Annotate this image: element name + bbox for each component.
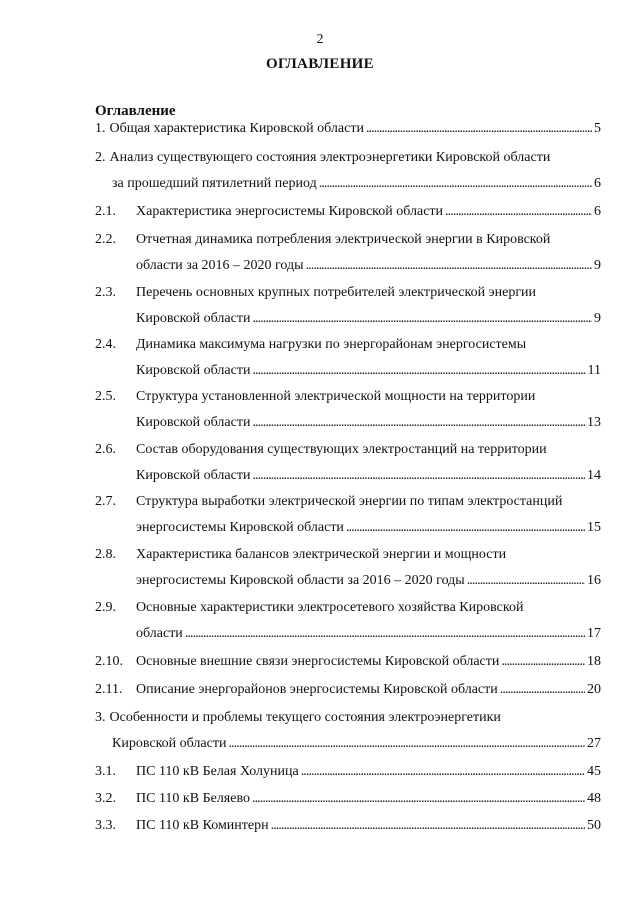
toc-entry-text: Особенности и проблемы текущего состояния электроэнергетики bbox=[109, 710, 501, 725]
toc-page-number: 17 bbox=[587, 626, 601, 641]
toc-entry-text: Описание энергорайонов энергосистемы Кировской области bbox=[136, 682, 498, 697]
dot-leader bbox=[467, 573, 585, 589]
dot-leader bbox=[500, 682, 585, 698]
toc-entry-2-6-cont[interactable] bbox=[136, 468, 601, 484]
toc-entry-text: Кировской области bbox=[112, 736, 227, 751]
dot-leader bbox=[252, 415, 585, 431]
toc-entry-2-7[interactable]: 2.7. Структура выработки электрической энергии по типам электростанций bbox=[95, 494, 563, 509]
toc-entry-2-8-cont[interactable] bbox=[136, 573, 601, 589]
toc-entry-2-11[interactable]: 2.11. Описание энергорайонов энергосистемы Кировской области . . . 20 bbox=[95, 682, 601, 698]
dot-leader bbox=[319, 176, 592, 192]
dot-leader bbox=[445, 204, 592, 220]
toc-entry-text: ПС 110 кВ Белая Холуница bbox=[136, 764, 299, 779]
toc-entry-text: энергосистемы Кировской области за 2016 – 2020 годы bbox=[136, 573, 465, 588]
toc-entry-3-3[interactable]: 3.3. ПС 110 кВ Коминтерн . . . 50 bbox=[95, 818, 601, 834]
toc-entry-2-3[interactable]: 2.3. Перечень основных крупных потребителей электрической энергии bbox=[95, 285, 537, 300]
toc-entry-text: Анализ существующего состояния электроэнергетики Кировской области bbox=[109, 150, 551, 165]
toc-entry-2-5-cont[interactable] bbox=[136, 415, 601, 431]
toc-entry-3-2[interactable]: 3.2. ПС 110 кВ Беляево . . . 48 bbox=[95, 791, 601, 807]
toc-page-number: 20 bbox=[587, 682, 601, 697]
dot-leader bbox=[301, 764, 585, 780]
toc-entry-text: Отчетная динамика потребления электрической энергии в Кировской bbox=[136, 232, 551, 247]
toc-page-number: 14 bbox=[587, 468, 601, 483]
toc-entry-2-4-cont[interactable] bbox=[136, 363, 601, 379]
toc-entry-2-9[interactable]: 2.9. Основные характеристики электросетевого хозяйства Кировской bbox=[95, 600, 524, 615]
toc-page-number: 6 bbox=[594, 176, 601, 191]
toc-entry-text: Структура выработки электрической энергии по типам электростанций bbox=[136, 494, 563, 509]
toc-entry-text: Перечень основных крупных потребителей электрической энергии bbox=[136, 285, 537, 300]
toc-page-number: 11 bbox=[587, 363, 601, 378]
toc-entry-2-4[interactable]: 2.4. Динамика максимума нагрузки по энергорайонам энергосистемы bbox=[95, 337, 527, 352]
dot-leader bbox=[228, 736, 585, 752]
toc-entry-text: Характеристика энергосистемы Кировской области bbox=[136, 204, 444, 219]
toc-entry-2-8[interactable]: 2.8. Характеристика балансов электрической энергии и мощности bbox=[95, 547, 507, 562]
toc-entry-text: области bbox=[136, 626, 183, 641]
dot-leader bbox=[252, 311, 592, 327]
toc-entry-text: Динамика максимума нагрузки по энергорайонам энергосистемы bbox=[136, 337, 527, 352]
toc-page-number: 13 bbox=[587, 415, 601, 430]
toc-page-number: 5 bbox=[594, 121, 601, 136]
toc-entry-3-1[interactable]: 3.1. ПС 110 кВ Белая Холуница . . . 45 bbox=[95, 764, 601, 780]
toc-entry-2-3-cont[interactable] bbox=[136, 311, 601, 327]
toc-entry-text: Кировской области bbox=[136, 363, 251, 378]
toc-entry-2-10[interactable]: 2.10. Основные внешние связи энергосистемы Кировской области . . . 18 bbox=[95, 654, 601, 670]
toc-entry-text: Общая характеристика Кировской области bbox=[109, 121, 364, 136]
toc-entry-text: Состав оборудования существующих электростанций на территории bbox=[136, 442, 547, 457]
dot-leader bbox=[366, 121, 592, 137]
toc-entry-text: Характеристика балансов электрической энергии и мощности bbox=[136, 547, 507, 562]
toc-page-number: 9 bbox=[594, 311, 601, 326]
toc-heading: Оглавление bbox=[95, 103, 176, 119]
toc-entry-text: Кировской области bbox=[136, 415, 251, 430]
dot-leader bbox=[501, 654, 585, 670]
page-title: ОГЛАВЛЕНИЕ bbox=[266, 56, 374, 72]
dot-leader bbox=[271, 818, 585, 834]
dot-leader bbox=[346, 520, 585, 536]
toc-page-number: 45 bbox=[587, 764, 601, 779]
toc-entry-1[interactable]: 1. Общая характеристика Кировской области . . . 5 bbox=[95, 121, 601, 137]
toc-entry-text: Кировской области bbox=[136, 468, 251, 483]
toc-entry-2-1[interactable]: 2.1. Характеристика энергосистемы Кировской области . . . 6 bbox=[95, 204, 601, 220]
toc-entry-2-cont[interactable] bbox=[112, 176, 601, 192]
toc-entry-3-cont[interactable] bbox=[112, 736, 601, 752]
toc-entry-3[interactable]: 3. Особенности и проблемы текущего состояния электроэнергетики bbox=[95, 710, 501, 725]
toc-page-number: 50 bbox=[587, 818, 601, 833]
toc-entry-text: Основные внешние связи энергосистемы Кировской области bbox=[136, 654, 500, 669]
toc-entry-text: за прошедший пятилетний период bbox=[112, 176, 317, 191]
toc-entry-2-9-cont[interactable] bbox=[136, 626, 601, 642]
toc-entry-text: области за 2016 – 2020 годы bbox=[136, 258, 304, 273]
toc-page-number: 18 bbox=[587, 654, 601, 669]
dot-leader bbox=[252, 363, 585, 379]
dot-leader bbox=[252, 468, 585, 484]
page-number: 2 bbox=[316, 32, 324, 47]
toc-page-number: 27 bbox=[587, 736, 601, 751]
dot-leader bbox=[185, 626, 585, 642]
toc-entry-2-7-cont[interactable] bbox=[136, 520, 601, 536]
dot-leader bbox=[252, 791, 585, 807]
toc-entry-text: ПС 110 кВ Беляево bbox=[136, 791, 250, 806]
toc-entry-text: Основные характеристики электросетевого хозяйства Кировской bbox=[136, 600, 524, 615]
toc-entry-text: Структура установленной электрической мощности на территории bbox=[136, 389, 536, 404]
toc-entry-2-5[interactable]: 2.5. Структура установленной электрической мощности на территории bbox=[95, 389, 536, 404]
toc-page-number: 48 bbox=[587, 791, 601, 806]
toc-page-number: 15 bbox=[587, 520, 601, 535]
toc-page-number: 9 bbox=[594, 258, 601, 273]
toc-entry-2-6[interactable]: 2.6. Состав оборудования существующих электростанций на территории bbox=[95, 442, 547, 457]
toc-page-number: 6 bbox=[594, 204, 601, 219]
toc-entry-text: Кировской области bbox=[136, 311, 251, 326]
toc-entry-2-2[interactable]: 2.2. Отчетная динамика потребления электрической энергии в Кировской bbox=[95, 232, 551, 247]
toc-entry-2[interactable]: 2. Анализ существующего состояния электроэнергетики Кировской области bbox=[95, 150, 551, 165]
toc-page-number: 16 bbox=[587, 573, 601, 588]
toc-entry-text: ПС 110 кВ Коминтерн bbox=[136, 818, 269, 833]
toc-entry-text: энергосистемы Кировской области bbox=[136, 520, 344, 535]
dot-leader bbox=[306, 258, 592, 274]
toc-entry-2-2-cont[interactable] bbox=[136, 258, 601, 274]
